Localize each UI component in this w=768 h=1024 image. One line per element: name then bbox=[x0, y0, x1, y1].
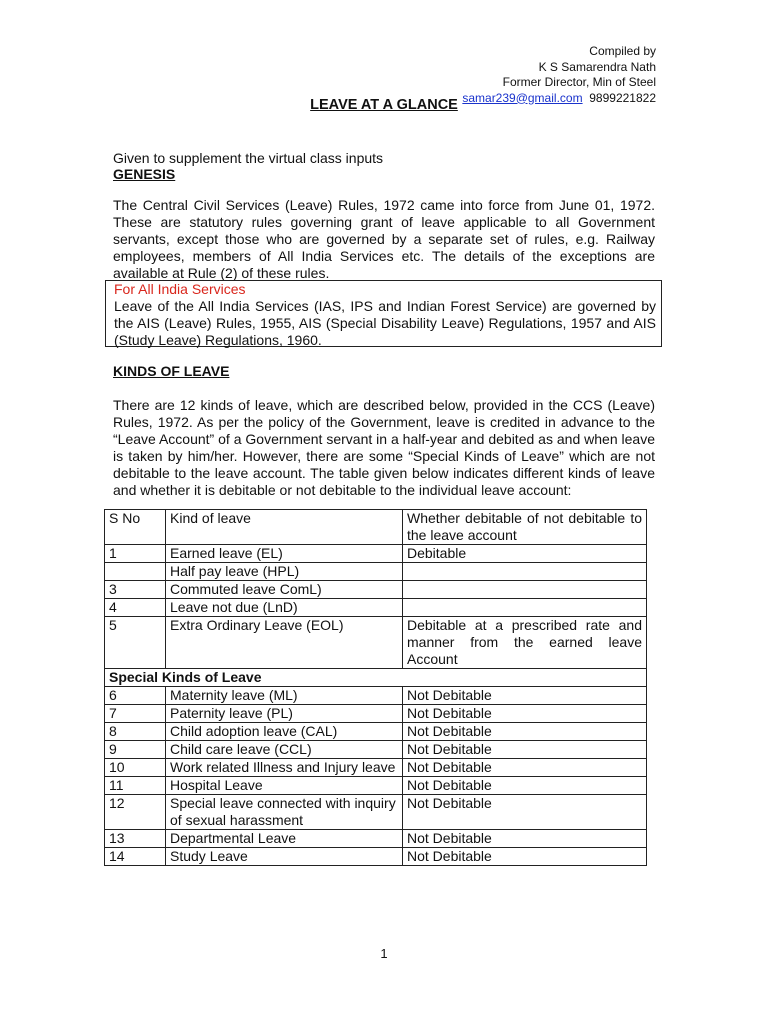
ais-box-heading: For All India Services bbox=[114, 281, 246, 297]
cell-kind: Leave not due (LnD) bbox=[166, 599, 403, 617]
kinds-heading: KINDS OF LEAVE bbox=[113, 363, 230, 379]
cell-sno: 10 bbox=[105, 759, 166, 777]
cell-sno bbox=[105, 563, 166, 581]
table-row bbox=[105, 777, 647, 795]
special-kinds-heading: Special Kinds of Leave bbox=[105, 669, 647, 687]
phone-number: 9899221822 bbox=[589, 90, 656, 105]
cell-sno: 8 bbox=[105, 723, 166, 741]
table-row bbox=[105, 723, 647, 741]
cell-debitable: Not Debitable bbox=[403, 705, 647, 723]
cell-sno: 6 bbox=[105, 687, 166, 705]
cell-sno: 3 bbox=[105, 581, 166, 599]
cell-kind: Earned leave (EL) bbox=[166, 545, 403, 563]
cell-kind: Special leave connected with inquiry of sexual harassment bbox=[166, 795, 403, 830]
cell-kind: Hospital Leave bbox=[166, 777, 403, 795]
cell-sno: 1 bbox=[105, 545, 166, 563]
cell-debitable: Not Debitable bbox=[403, 759, 647, 777]
table-row bbox=[105, 830, 647, 848]
cell-sno: 7 bbox=[105, 705, 166, 723]
genesis-heading: GENESIS bbox=[113, 166, 176, 182]
author-name: K S Samarendra Nath bbox=[538, 59, 656, 74]
cell-kind: Work related Illness and Injury leave bbox=[166, 759, 403, 777]
table-row bbox=[105, 617, 647, 669]
cell-kind: Extra Ordinary Leave (EOL) bbox=[166, 617, 403, 669]
header-debitable: Whether debitable of not debitable to the leave account bbox=[403, 510, 647, 545]
cell-kind: Study Leave bbox=[166, 848, 403, 866]
cell-sno: 14 bbox=[105, 848, 166, 866]
cell-debitable: Not Debitable bbox=[403, 741, 647, 759]
cell-kind: Paternity leave (PL) bbox=[166, 705, 403, 723]
cell-debitable: Debitable bbox=[403, 545, 647, 563]
document-title: LEAVE AT A GLANCE bbox=[310, 97, 458, 113]
cell-debitable bbox=[403, 599, 647, 617]
table-row bbox=[105, 581, 647, 599]
email-link[interactable]: samar239@gmail.com bbox=[462, 90, 583, 105]
intro-text: Given to supplement the virtual class inputs bbox=[113, 150, 384, 166]
cell-kind: Child adoption leave (CAL) bbox=[166, 723, 403, 741]
table-row bbox=[105, 795, 647, 830]
header-sno: S No bbox=[105, 510, 166, 545]
cell-kind: Departmental Leave bbox=[166, 830, 403, 848]
genesis-paragraph: The Central Civil Services (Leave) Rules, 1972 came into force from June 01, 1972. These are statutory rules governing grant of leave applicable to all Government servants, except those who are governed by a separate set of rules, e.g. Railway employees, members of All India Services etc. The details of the exceptions are available at Rule (2) of these rules. bbox=[113, 197, 655, 281]
table-row bbox=[105, 848, 647, 866]
cell-debitable: Not Debitable bbox=[403, 848, 647, 866]
compiled-by-label: Compiled by bbox=[589, 44, 656, 58]
cell-sno: 12 bbox=[105, 795, 166, 830]
table-header-row bbox=[105, 510, 647, 545]
table-row bbox=[105, 563, 647, 581]
header-kind: Kind of leave bbox=[166, 510, 403, 545]
table-row bbox=[105, 741, 647, 759]
table-row bbox=[105, 705, 647, 723]
table-row bbox=[105, 759, 647, 777]
cell-sno: 13 bbox=[105, 830, 166, 848]
table-row bbox=[105, 599, 647, 617]
cell-kind: Child care leave (CCL) bbox=[166, 741, 403, 759]
cell-debitable: Not Debitable bbox=[403, 687, 647, 705]
cell-sno: 9 bbox=[105, 741, 166, 759]
author-designation: Former Director, Min of Steel bbox=[502, 75, 656, 89]
cell-sno: 4 bbox=[105, 599, 166, 617]
cell-debitable: Not Debitable bbox=[403, 723, 647, 741]
cell-debitable bbox=[403, 563, 647, 581]
cell-sno: 11 bbox=[105, 777, 166, 795]
cell-kind: Maternity leave (ML) bbox=[166, 687, 403, 705]
cell-kind: Half pay leave (HPL) bbox=[166, 563, 403, 581]
cell-kind: Commuted leave ComL) bbox=[166, 581, 403, 599]
cell-debitable bbox=[403, 581, 647, 599]
table-row bbox=[105, 687, 647, 705]
cell-debitable: Debitable at a prescribed rate and manner from the earned leave Account bbox=[403, 617, 647, 669]
table-row bbox=[105, 545, 647, 563]
kinds-paragraph: There are 12 kinds of leave, which are described below, provided in the CCS (Leave) Rules, 1972. As per the policy of the Government, leave is credited in advance to the “Leave Account” of a Government servant in a half-year and debited as and when leave is taken by him/her. However, there are some “Special Kinds of Leave” which are not debitable to the leave account. The table given below indicates different kinds of leave and whether it is debitable or not debitable to the individual leave account: bbox=[113, 397, 655, 498]
page-number: 1 bbox=[380, 946, 388, 961]
cell-debitable: Not Debitable bbox=[403, 777, 647, 795]
special-kinds-row bbox=[105, 669, 647, 687]
cell-debitable: Not Debitable bbox=[403, 795, 647, 830]
ais-box-text: Leave of the All India Services (IAS, IPS and Indian Forest Service) are governed by the AIS (Leave) Rules, 1955, AIS (Special Disability Leave) Regulations, 1957 and AIS (Study Leave) Regulations, 1960. bbox=[114, 298, 656, 348]
cell-debitable: Not Debitable bbox=[403, 830, 647, 848]
leave-table bbox=[104, 509, 647, 866]
cell-sno: 5 bbox=[105, 617, 166, 669]
ais-info-box bbox=[105, 280, 662, 347]
